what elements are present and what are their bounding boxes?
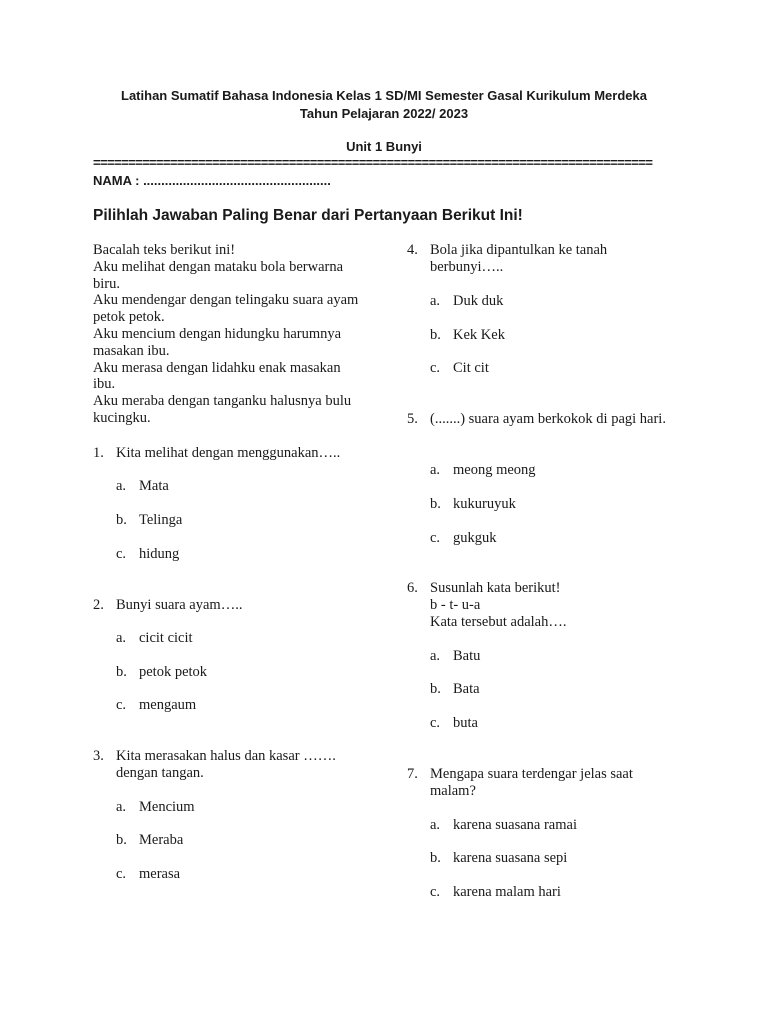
question-text: Kita merasakan halus dan kasar ……. dengan tangan. xyxy=(116,748,336,781)
question-text: (.......) suara ayam berkokok di pagi hari. xyxy=(430,411,666,427)
option-text: petok petok xyxy=(139,664,208,680)
option-text: kukuruyuk xyxy=(453,496,516,512)
option-label: b. xyxy=(116,664,127,680)
question-number: 6. xyxy=(407,580,418,596)
option-label: a. xyxy=(116,478,127,494)
option-label: c. xyxy=(430,715,441,731)
passage-line: Aku mendengar dengan telingaku suara ayam petok petok. xyxy=(93,292,359,326)
option-label: c. xyxy=(116,546,127,562)
passage-line: Aku merasa dengan lidahku enak masakan ibu. xyxy=(93,359,341,393)
unit-title: Unit 1 Bunyi xyxy=(346,139,422,154)
document-title: Latihan Sumatif Bahasa Indonesia Kelas 1 SD/MI Semester Gasal Kurikulum Merdeka xyxy=(121,88,647,103)
option-label: b. xyxy=(430,850,441,866)
option-label: a. xyxy=(430,817,441,833)
option-label: c. xyxy=(116,697,127,713)
reading-passage xyxy=(93,242,363,427)
question-number: 2. xyxy=(93,597,104,613)
option-label: a. xyxy=(116,799,127,815)
option-label: a. xyxy=(430,293,441,309)
option-label: b. xyxy=(430,681,441,697)
question-number: 1. xyxy=(93,445,104,461)
option-label: c. xyxy=(116,866,127,882)
passage-line: Aku meraba dengan tanganku halusnya bulu kucingku. xyxy=(93,393,352,426)
option-text: Kek Kek xyxy=(453,327,505,343)
question-text: Kita melihat dengan menggunakan….. xyxy=(116,445,341,461)
option-text: Bata xyxy=(453,681,480,697)
option-label: b. xyxy=(116,512,127,528)
option-label: c. xyxy=(430,360,441,376)
passage-line: Aku mencium dengan hidungku harumnya masakan ibu. xyxy=(93,325,342,359)
option-text: Meraba xyxy=(139,832,184,848)
option-label: b. xyxy=(116,832,127,848)
option-text: Mata xyxy=(139,478,169,494)
option-text: cicit cicit xyxy=(139,630,193,646)
question-text: Bola jika dipantulkan ke tanah berbunyi….. xyxy=(430,242,608,275)
option-text: Batu xyxy=(453,648,481,664)
instruction-heading: Pilihlah Jawaban Paling Benar dari Pertanyaan Berikut Ini! xyxy=(93,207,523,224)
option-label: a. xyxy=(116,630,127,646)
option-text: karena suasana ramai xyxy=(453,817,577,833)
option-label: c. xyxy=(430,530,441,546)
academic-year: Tahun Pelajaran 2022/ 2023 xyxy=(299,106,469,121)
passage-line: Aku melihat dengan mataku bola berwarna biru. xyxy=(93,258,344,292)
question-number: 5. xyxy=(407,411,418,427)
option-label: b. xyxy=(430,496,441,512)
option-label: c. xyxy=(430,884,441,900)
option-text: hidung xyxy=(139,546,180,562)
question-number: 4. xyxy=(407,242,418,258)
option-label: b. xyxy=(430,327,441,343)
passage-line: Bacalah teks berikut ini! xyxy=(93,242,236,258)
question-line: Kata tersebut adalah…. xyxy=(430,614,567,630)
question-text: Mengapa suara terdengar jelas saat malam? xyxy=(430,766,633,799)
option-text: Duk duk xyxy=(453,293,504,309)
name-field: NAMA : .................................................... xyxy=(93,173,331,188)
option-text: Mencium xyxy=(139,799,195,815)
option-text: karena malam hari xyxy=(453,884,561,900)
option-text: buta xyxy=(453,715,478,731)
option-text: mengaum xyxy=(139,697,197,713)
option-text: Telinga xyxy=(139,512,183,528)
question-number: 3. xyxy=(93,748,104,764)
question-text: Bunyi suara ayam….. xyxy=(116,597,243,613)
option-label: a. xyxy=(430,462,441,478)
option-text: karena suasana sepi xyxy=(453,850,568,866)
option-text: merasa xyxy=(139,866,181,882)
question-number: 7. xyxy=(407,766,418,782)
question-text xyxy=(430,580,670,631)
option-text: Cit cit xyxy=(453,360,489,376)
question-line: b - t- u-a xyxy=(430,597,481,613)
question-line: Susunlah kata berikut! xyxy=(430,580,561,596)
option-text: gukguk xyxy=(453,530,497,546)
option-label: a. xyxy=(430,648,441,664)
option-text: meong meong xyxy=(453,462,536,478)
divider-line: ================================================================================ xyxy=(93,155,653,170)
